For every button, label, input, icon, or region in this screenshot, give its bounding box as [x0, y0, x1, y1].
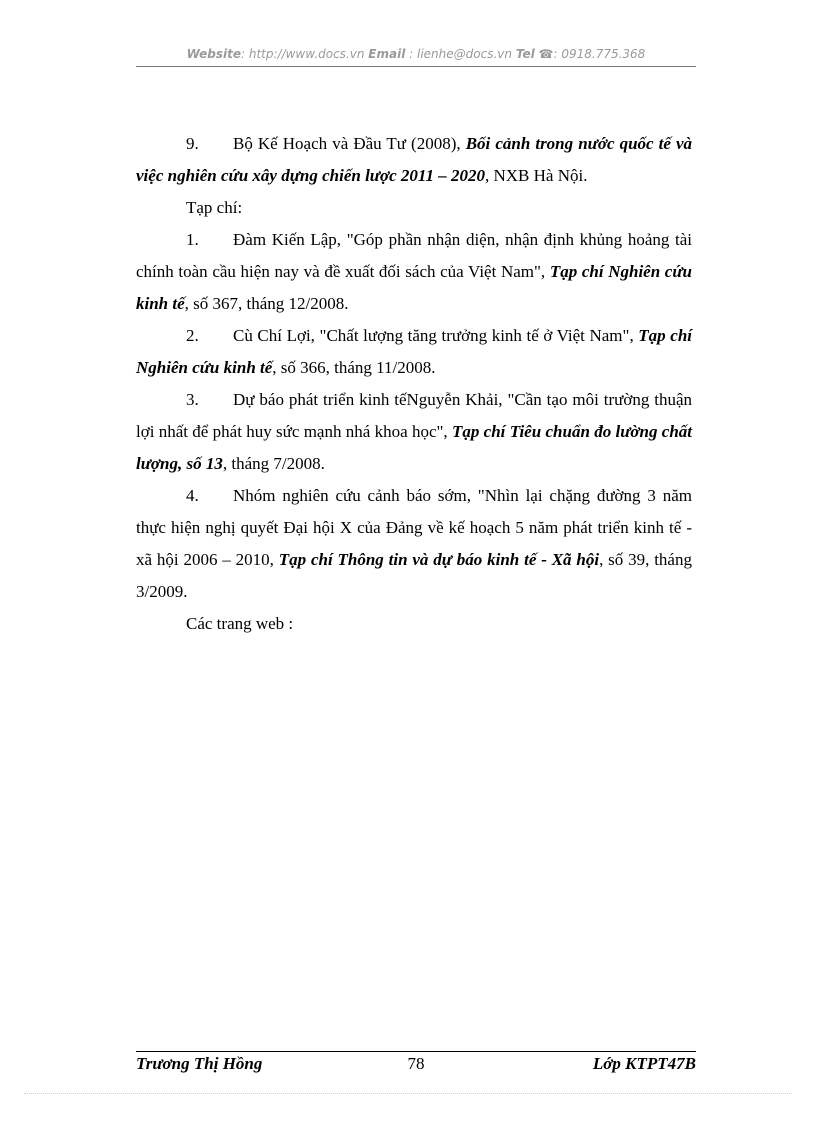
reference-title: Bối cảnh trong nước quốc tế và việc nghiên cứu xây dựng chiến lược 2011 – 2020	[136, 134, 693, 185]
tel-label: Tel	[515, 47, 535, 61]
website-value: : http://www.docs.vn	[241, 47, 365, 61]
journal-number: 2.	[186, 326, 199, 345]
journal-text-end: , số 366, tháng 11/2008.	[272, 358, 436, 377]
journal-title: Tạp chí Nghiên cứu kinh tế	[136, 326, 692, 377]
tel-value: : 0918.775.368	[553, 47, 646, 61]
journal-item-2	[136, 320, 692, 384]
references-body	[136, 128, 692, 640]
page-edge-line	[24, 1093, 792, 1094]
email-label: Email	[368, 47, 406, 61]
reference-item-9	[136, 128, 692, 192]
journal-title: Tạp chí Thông tin và dự báo kinh tế - Xã hội	[278, 550, 600, 569]
journal-number: 1.	[186, 230, 199, 249]
journal-text: Đàm Kiến Lập, "Góp phần nhận diện, nhận định khủng hoảng tài chính toàn cầu hiện nay và đề xuất đối sách của Việt Nam",	[136, 230, 692, 281]
journal-text: Cù Chí Lợi, "Chất lượng tăng trưởng kinh tế ở Việt Nam",	[233, 326, 639, 345]
reference-number: 9.	[186, 134, 199, 153]
journal-number: 3.	[186, 390, 199, 409]
journal-title: Tạp chí Tiêu chuẩn đo lường chất lượng, số 13	[136, 422, 693, 473]
page-header	[136, 47, 696, 65]
email-value: : lienhe@docs.vn	[409, 47, 512, 61]
journal-text-end: , số 367, tháng 12/2008.	[184, 294, 349, 313]
journal-text-end: , tháng 7/2008.	[222, 454, 325, 473]
journal-text-end: , số 39, tháng 3/2009.	[136, 550, 692, 601]
phone-icon: ☎	[538, 47, 554, 61]
journal-text: Nhóm nghiên cứu cảnh báo sớm, "Nhìn lại chặng đường 3 năm thực hiện nghị quyết Đại hội X của Đảng về kế hoạch 5 năm phát triển kinh tế - xã hội 2006 – 2010,	[136, 486, 692, 569]
website-label: Website	[186, 47, 241, 61]
journal-item-3	[136, 384, 692, 480]
journal-number: 4.	[186, 486, 199, 505]
journal-text: Dự báo phát triển kinh tếNguyễn Khải, "Cần tạo môi trường thuận lợi nhất để phát huy sức mạnh nhá khoa học",	[136, 390, 692, 441]
journal-title: Tạp chí Nghiên cứu kinh tế	[136, 262, 692, 313]
journals-heading: Tạp chí:	[186, 198, 243, 217]
footer-divider	[136, 1051, 696, 1052]
websites-heading: Các trang web :	[186, 614, 294, 633]
footer-class: Lớp KTPT47B	[592, 1054, 696, 1073]
reference-text-end: , NXB Hà Nội.	[484, 166, 588, 185]
page-footer	[136, 1054, 696, 1078]
reference-text: Bộ Kế Hoạch và Đầu Tư (2008),	[233, 134, 466, 153]
footer-author: Trương Thị Hồng	[136, 1054, 263, 1073]
header-divider	[136, 66, 696, 67]
journal-item-1	[136, 224, 692, 320]
journal-item-4	[136, 480, 692, 608]
page-number: 78	[407, 1054, 425, 1073]
